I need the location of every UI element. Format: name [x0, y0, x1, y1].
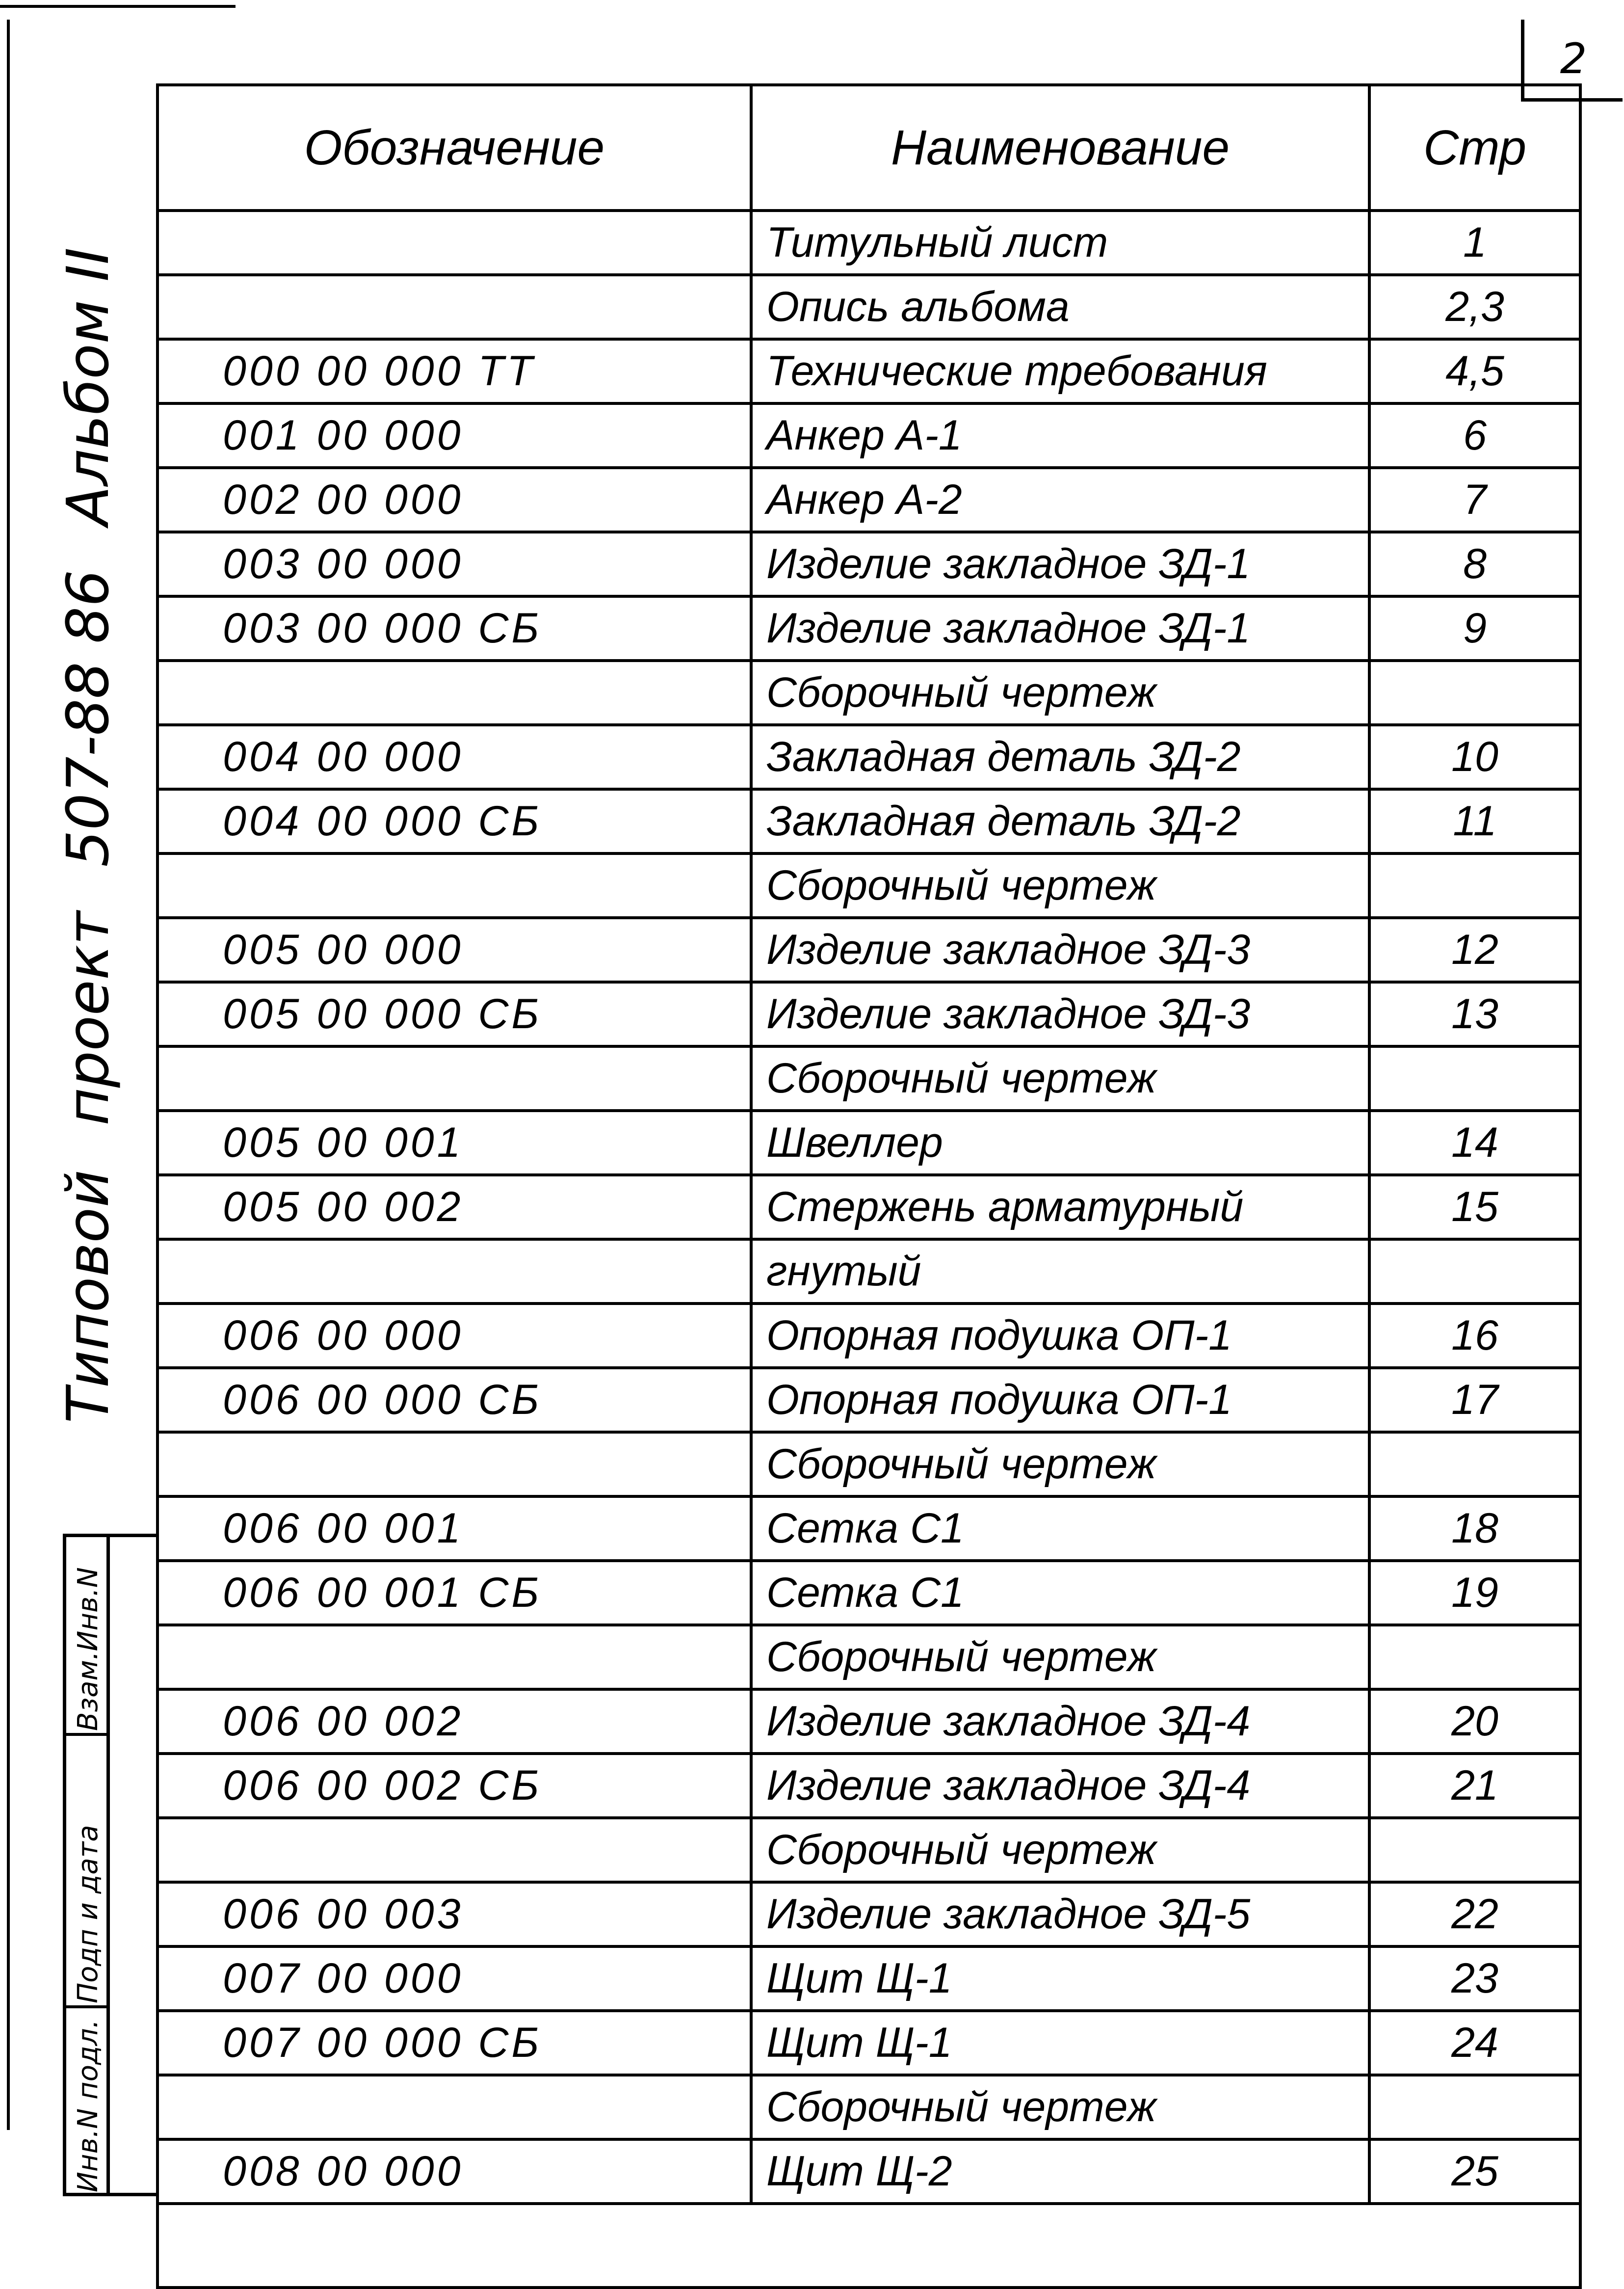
cell-designation: 003 00 000 [157, 532, 751, 596]
cell-page [1369, 1432, 1580, 1496]
cell-name: Швеллер [751, 1111, 1369, 1175]
cell-name: Изделие закладное ЗД-3 [751, 918, 1369, 982]
stamp-label-inv: Инв.N подл. [72, 2019, 104, 2192]
cell-page: 23 [1369, 1946, 1580, 2011]
cell-name: Анкер А-2 [751, 468, 1369, 532]
cell-page [1369, 661, 1580, 725]
left-frame-line [7, 20, 10, 2130]
table-row [157, 1625, 1580, 1689]
table-row [157, 1304, 1580, 1368]
cell-designation: 003 00 000 СБ [157, 596, 751, 661]
table-row [157, 1046, 1580, 1111]
cell-designation [157, 1432, 751, 1496]
table-row [157, 982, 1580, 1046]
table-row [157, 1689, 1580, 1754]
table-row [157, 275, 1580, 339]
cell-designation: 006 00 002 СБ [157, 1754, 751, 1818]
cell-page: 11 [1369, 789, 1580, 853]
cell-designation: 000 00 000 ТТ [157, 339, 751, 403]
cell-page: 16 [1369, 1304, 1580, 1368]
cell-name: Изделие закладное ЗД-3 [751, 982, 1369, 1046]
cell-page: 10 [1369, 725, 1580, 789]
cell-name: Сетка С1 [751, 1496, 1369, 1561]
table-row [157, 1368, 1580, 1432]
table-row [157, 2011, 1580, 2075]
cell-designation: 006 00 002 [157, 1689, 751, 1754]
cell-designation: 005 00 000 [157, 918, 751, 982]
cell-designation [157, 1818, 751, 1882]
stamp-label-column [66, 1537, 110, 2193]
cell-designation [157, 1046, 751, 1111]
cell-designation: 002 00 000 [157, 468, 751, 532]
cell-designation [157, 661, 751, 725]
cell-designation: 004 00 000 СБ [157, 789, 751, 853]
table-row [157, 1882, 1580, 1946]
stamp-label-vzam: Взам.Инв.N [72, 1567, 104, 1731]
cell-name: Закладная деталь ЗД-2 [751, 725, 1369, 789]
cell-page: 7 [1369, 468, 1580, 532]
table-row [157, 2139, 1580, 2204]
cell-name: Стержень арматурный [751, 1175, 1369, 1239]
cell-designation: 007 00 000 СБ [157, 2011, 751, 2075]
table-row [157, 1432, 1580, 1496]
cell-name: Опись альбома [751, 275, 1369, 339]
cell-designation: 006 00 001 [157, 1496, 751, 1561]
cell-name: Сборочный чертеж [751, 1046, 1369, 1111]
cell-page: 24 [1369, 2011, 1580, 2075]
cell-page: 22 [1369, 1882, 1580, 1946]
cell-designation [157, 853, 751, 918]
cell-page: 18 [1369, 1496, 1580, 1561]
cell-page: 19 [1369, 1561, 1580, 1625]
cell-name: Сборочный чертеж [751, 2075, 1369, 2139]
table-row [157, 1754, 1580, 1818]
side-title-part3: 507-88 86 [54, 569, 122, 867]
table-row [157, 1239, 1580, 1304]
cell-designation: 005 00 001 [157, 1111, 751, 1175]
cell-designation: 006 00 001 СБ [157, 1561, 751, 1625]
cell-page: 21 [1369, 1754, 1580, 1818]
table-body [157, 211, 1580, 2204]
table-row [157, 1496, 1580, 1561]
table-row [157, 403, 1580, 468]
header-page: Стр [1369, 85, 1580, 211]
cell-name: Закладная деталь ЗД-2 [751, 789, 1369, 853]
cell-page [1369, 1046, 1580, 1111]
cell-designation: 006 00 000 СБ [157, 1368, 751, 1432]
cell-name: Изделие закладное ЗД-1 [751, 596, 1369, 661]
cell-designation: 008 00 000 [157, 2139, 751, 2204]
cell-page [1369, 2075, 1580, 2139]
table-row [157, 1111, 1580, 1175]
cell-name: Сетка С1 [751, 1561, 1369, 1625]
cell-designation: 004 00 000 [157, 725, 751, 789]
side-title [54, 247, 122, 1423]
cell-name: Сборочный чертеж [751, 1625, 1369, 1689]
stamp-label-podp: Подп и дата [72, 1825, 104, 2003]
table-row [157, 789, 1580, 853]
cell-page [1369, 1239, 1580, 1304]
cell-name: Технические требования [751, 339, 1369, 403]
table-row [157, 339, 1580, 403]
side-title-part1: Типовой [54, 1170, 122, 1423]
table-row [157, 532, 1580, 596]
cell-page: 8 [1369, 532, 1580, 596]
table-row [157, 1561, 1580, 1625]
cell-page: 15 [1369, 1175, 1580, 1239]
table-row [157, 725, 1580, 789]
cell-page: 2,3 [1369, 275, 1580, 339]
cell-designation: 005 00 000 СБ [157, 982, 751, 1046]
cell-designation: 001 00 000 [157, 403, 751, 468]
table-row [157, 468, 1580, 532]
table-row [157, 853, 1580, 918]
table-row [157, 1175, 1580, 1239]
cell-name: гнутый [751, 1239, 1369, 1304]
top-frame-edge [0, 0, 236, 8]
side-title-part4: Альбом II [54, 247, 122, 526]
sheet-number: 2 [1560, 34, 1587, 83]
cell-name: Анкер А-1 [751, 403, 1369, 468]
cell-page: 20 [1369, 1689, 1580, 1754]
cell-name: Изделие закладное ЗД-4 [751, 1754, 1369, 1818]
cell-page [1369, 853, 1580, 918]
cell-page [1369, 1625, 1580, 1689]
cell-page: 17 [1369, 1368, 1580, 1432]
cell-page: 12 [1369, 918, 1580, 982]
stamp-cell-podp [66, 1736, 106, 2008]
table-row [157, 596, 1580, 661]
cell-name: Титульный лист [751, 211, 1369, 275]
cell-designation: 006 00 003 [157, 1882, 751, 1946]
table-row [157, 211, 1580, 275]
cell-name: Щит Щ-1 [751, 2011, 1369, 2075]
cell-page: 25 [1369, 2139, 1580, 2204]
cell-page: 6 [1369, 403, 1580, 468]
cell-name: Сборочный чертеж [751, 1432, 1369, 1496]
cell-designation: 005 00 002 [157, 1175, 751, 1239]
cell-designation [157, 211, 751, 275]
cell-page: 9 [1369, 596, 1580, 661]
cell-designation [157, 1625, 751, 1689]
cell-designation [157, 2075, 751, 2139]
cell-name: Изделие закладное ЗД-1 [751, 532, 1369, 596]
table-blank-row [157, 2204, 1580, 2288]
cell-designation: 006 00 000 [157, 1304, 751, 1368]
cell-name: Сборочный чертеж [751, 853, 1369, 918]
cell-name: Щит Щ-2 [751, 2139, 1369, 2204]
table-row [157, 2075, 1580, 2139]
cell-name: Щит Щ-1 [751, 1946, 1369, 2011]
stamp-cell-vzam [66, 1537, 106, 1736]
header-name: Наименование [751, 85, 1369, 211]
cell-name: Опорная подушка ОП-1 [751, 1368, 1369, 1432]
table-row [157, 1818, 1580, 1882]
cell-name: Сборочный чертеж [751, 661, 1369, 725]
cell-page: 14 [1369, 1111, 1580, 1175]
blank-cell [157, 2204, 1580, 2288]
table-row [157, 1946, 1580, 2011]
side-title-part2: проект [54, 911, 122, 1126]
table-row [157, 918, 1580, 982]
cell-page: 1 [1369, 211, 1580, 275]
cell-designation [157, 1239, 751, 1304]
cell-designation: 007 00 000 [157, 1946, 751, 2011]
cell-name: Опорная подушка ОП-1 [751, 1304, 1369, 1368]
cell-name: Сборочный чертеж [751, 1818, 1369, 1882]
cell-name: Изделие закладное ЗД-5 [751, 1882, 1369, 1946]
cell-designation [157, 275, 751, 339]
cell-page: 4,5 [1369, 339, 1580, 403]
cell-name: Изделие закладное ЗД-4 [751, 1689, 1369, 1754]
cell-page: 13 [1369, 982, 1580, 1046]
table-row [157, 661, 1580, 725]
table-header-row [157, 85, 1580, 211]
cell-page [1369, 1818, 1580, 1882]
stamp-cell-inv [66, 2008, 106, 2196]
header-designation: Обозначение [157, 85, 751, 211]
side-stamp [63, 1534, 156, 2196]
album-contents-table [156, 83, 1582, 2289]
